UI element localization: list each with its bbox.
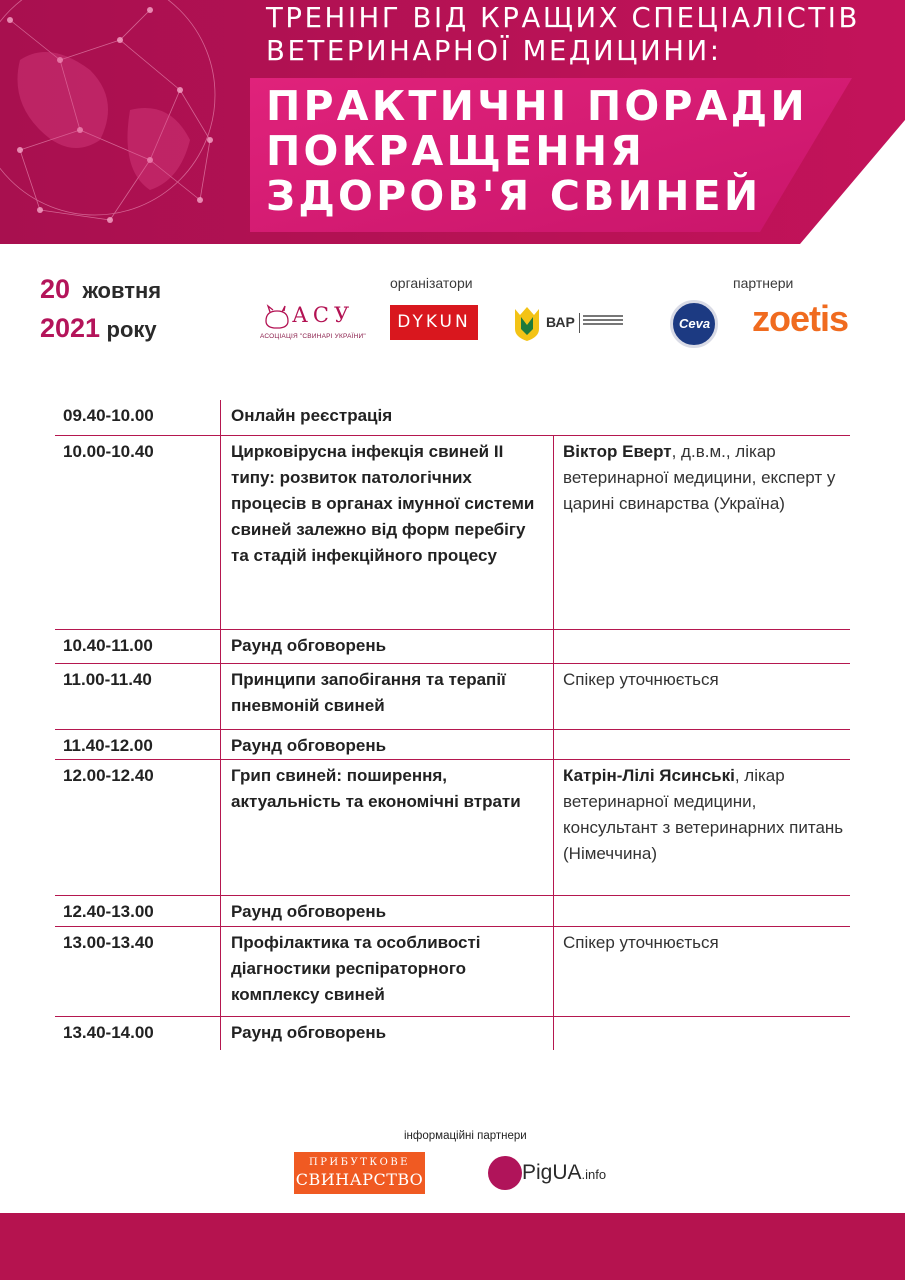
main-title	[266, 84, 886, 219]
dykun-logo: DYKUN	[390, 305, 478, 340]
speaker-name: Віктор Еверт	[563, 442, 672, 461]
schedule-topic: Грип свиней: поширення, актуальність та економічні втрати	[220, 760, 553, 895]
partners-label: партнери	[733, 275, 794, 291]
schedule-row	[55, 896, 850, 927]
acu-logo	[260, 303, 364, 343]
subtitle-line-1: ТРЕНІНГ ВІД КРАЩИХ СПЕЦІАЛІСТІВ	[266, 2, 860, 34]
bap-logo	[512, 303, 616, 343]
schedule-time: 13.40-14.00	[63, 1023, 154, 1042]
pig-head-icon	[488, 1156, 522, 1190]
speaker-info: Спікер уточнюється	[563, 670, 719, 689]
pigua-logo	[488, 1154, 618, 1194]
header-banner	[0, 0, 905, 244]
pigua-suffix: .info	[581, 1167, 607, 1182]
schedule-topic: Раунд обговорень	[220, 730, 553, 759]
schedule-topic: Раунд обговорень	[220, 896, 553, 926]
date-day: 20	[40, 274, 71, 304]
bap-divider	[579, 313, 580, 333]
pigua-logo-text	[522, 1161, 606, 1185]
acu-logo-subtitle: АСОЦІАЦІЯ "СВИНАРІ УКРАЇНИ"	[260, 333, 366, 340]
schedule-row	[55, 436, 850, 630]
schedule-time: 11.00-11.40	[63, 670, 152, 689]
schedule-speaker	[553, 630, 850, 663]
pig-outline-icon	[262, 303, 292, 333]
pributkove-svynarstvo-logo	[294, 1152, 425, 1194]
schedule-time: 13.00-13.40	[63, 933, 154, 952]
title-line-2: ПОКРАЩЕННЯ	[266, 127, 646, 175]
trident-emblem-icon	[512, 303, 542, 343]
schedule-topic: Онлайн реєстрація	[220, 400, 850, 435]
speaker-info: , лікар ветеринарної медицини, консультант з ветеринарних питань (Німеччина)	[563, 766, 844, 863]
pribut-line-2: СВИНАРСТВО	[295, 1170, 424, 1189]
ceva-logo	[670, 300, 718, 348]
acu-logo-text: АСУ	[292, 303, 355, 327]
schedule-row	[55, 400, 850, 436]
date-month: жовтня	[82, 278, 162, 303]
schedule-row	[55, 664, 850, 730]
schedule-topic: Профілактика та особливості діагностики респіраторного комплексу свиней	[220, 927, 553, 1016]
schedule-speaker	[553, 896, 850, 926]
schedule-time: 11.40-12.00	[63, 736, 153, 755]
zoetis-logo: zoetis	[752, 298, 849, 339]
schedule-topic: Цирковірусна інфекція свиней ІІ типу: розвиток патологічних процесів в органах імунної системи свиней залежно від форм перебігу та стадій інфекційного процесу	[220, 436, 553, 629]
organizers-label: організатори	[390, 275, 473, 291]
schedule-row	[55, 760, 850, 896]
speaker-name: Катрін-Лілі Ясинські	[563, 766, 735, 785]
date-year-word: року	[106, 317, 157, 342]
title-line-1: ПРАКТИЧНІ ПОРАДИ	[266, 82, 808, 130]
schedule-row	[55, 1017, 850, 1050]
schedule-time: 09.40-10.00	[63, 406, 154, 425]
schedule-speaker	[553, 760, 850, 895]
schedule-speaker	[553, 927, 850, 1016]
schedule-speaker	[553, 436, 850, 629]
subtitle-line-2: ВЕТЕРИНАРНОЇ МЕДИЦИНИ:	[266, 35, 722, 67]
schedule-row	[55, 927, 850, 1017]
schedule-row	[55, 730, 850, 760]
schedule-table	[55, 400, 850, 1050]
pribut-line-1: ПРИБУТКОВЕ	[308, 1157, 410, 1168]
schedule-topic: Раунд обговорень	[220, 1017, 553, 1050]
footer-band	[0, 1213, 905, 1280]
schedule-topic: Принципи запобігання та терапії пневмоній свиней	[220, 664, 553, 729]
schedule-time: 10.40-11.00	[63, 636, 153, 655]
date-year: 2021	[40, 313, 101, 343]
speaker-info: , д.в.м., лікар ветеринарної медицини, експерт у царині свинарства (Україна)	[563, 442, 836, 513]
speaker-info: Спікер уточнюється	[563, 933, 719, 952]
schedule-time: 10.00-10.40	[63, 442, 154, 461]
ceva-logo-text: Ceva	[679, 316, 711, 331]
title-line-3: ЗДОРОВ'Я СВИНЕЙ	[266, 172, 762, 220]
schedule-speaker	[553, 730, 850, 759]
pigua-name: PigUA	[522, 1161, 582, 1184]
schedule-time: 12.40-13.00	[63, 902, 154, 921]
banner-title	[266, 2, 886, 219]
bap-small-text-lines	[583, 315, 623, 317]
schedule-speaker	[553, 1017, 850, 1050]
schedule-row	[55, 630, 850, 664]
info-partners-label: інформаційні партнери	[404, 1130, 527, 1142]
schedule-time: 12.00-12.40	[63, 766, 154, 785]
schedule-speaker	[553, 664, 850, 729]
bap-logo-text: ВАР	[546, 314, 575, 330]
schedule-topic: Раунд обговорень	[220, 630, 553, 663]
event-date	[40, 272, 161, 350]
